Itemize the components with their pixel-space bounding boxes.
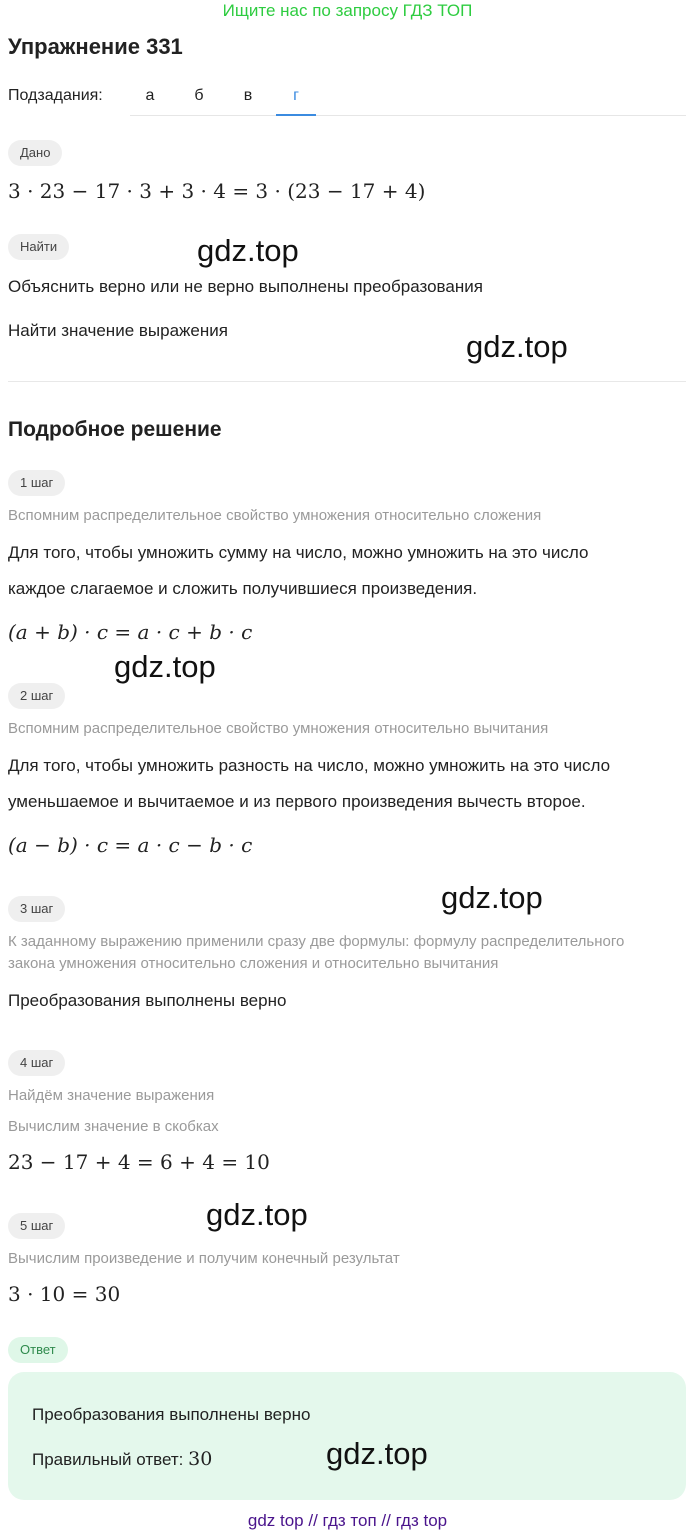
watermark: gdz.top (326, 1436, 428, 1471)
footer-separator: // (381, 1511, 391, 1530)
answer-line-1: Преобразования выполнены верно (32, 1405, 311, 1424)
step-3-badge: 3 шаг (8, 896, 65, 922)
find-line-2: Найти значение выражения (8, 321, 228, 340)
search-promo-link[interactable]: Ищите нас по запросу ГДЗ ТОП (222, 1, 473, 20)
step-2-badge: 2 шаг (8, 683, 65, 709)
given-expression: 3 · 23 − 17 · 3 + 3 · 4 = 3 · (23 − 17 + 4) (8, 179, 426, 203)
step-4-formula: 23 − 17 + 4 = 6 + 4 = 10 (8, 1150, 270, 1174)
find-line-1: Объяснить верно или не верно выполнены преобразования (8, 277, 483, 296)
step-3-hint-2: закона умножения относительно сложения и относительно вычитания (8, 955, 499, 972)
step-3-text: Преобразования выполнены верно (8, 991, 287, 1010)
step-1-text-1: Для того, чтобы умножить сумму на число, можно умножить на это число (8, 543, 589, 562)
watermark: gdz.top (206, 1197, 308, 1232)
answer-label: Правильный ответ: (32, 1450, 184, 1469)
step-1-formula: (a + b) · c = a · c + b · c (8, 620, 253, 644)
tab-a[interactable]: а (145, 87, 155, 104)
solution-title: Подробное решение (8, 418, 222, 441)
step-3-hint-1: К заданному выражению применили сразу две формулы: формулу распределительного (8, 933, 625, 950)
footer-separator: // (308, 1511, 318, 1530)
step-5-formula: 3 · 10 = 30 (8, 1282, 121, 1306)
step-1-text-2: каждое слагаемое и сложить получившиеся произведения. (8, 579, 478, 598)
watermark: gdz.top (466, 329, 568, 364)
watermark: gdz.top (441, 880, 543, 915)
footer-links (0, 1511, 695, 1531)
section-divider (8, 381, 686, 382)
step-1-badge: 1 шаг (8, 470, 65, 496)
footer-link-2[interactable]: гдз топ (322, 1511, 377, 1530)
step-4-badge: 4 шаг (8, 1050, 65, 1076)
answer-badge: Ответ (8, 1337, 68, 1363)
subtasks-label: Подзадания: (8, 87, 103, 104)
given-badge: Дано (8, 140, 62, 166)
step-1-hint: Вспомним распределительное свойство умножения относительно сложения (8, 507, 542, 524)
step-2-text-1: Для того, чтобы умножить разность на число, можно умножить на это число (8, 756, 611, 775)
step-2-formula: (a − b) · c = a · c − b · c (8, 833, 253, 857)
answer-line-2 (32, 1448, 212, 1470)
step-2-hint: Вспомним распределительное свойство умножения относительно вычитания (8, 720, 549, 737)
watermark: gdz.top (114, 649, 216, 684)
step-2-text-2: уменьшаемое и вычитаемое и из первого произведения вычесть второе. (8, 792, 586, 811)
footer-link-3[interactable]: гдз top (395, 1511, 448, 1530)
find-badge: Найти (8, 234, 69, 260)
subtask-tabs (130, 78, 686, 116)
step-4-hint-2: Вычислим значение в скобках (8, 1118, 219, 1135)
step-4-hint-1: Найдём значение выражения (8, 1087, 215, 1104)
page-title: Упражнение 331 (8, 34, 183, 59)
tab-v[interactable]: в (243, 87, 253, 104)
step-5-hint: Вычислим произведение и получим конечный результат (8, 1250, 400, 1267)
footer-link-1[interactable]: gdz top (247, 1511, 304, 1530)
tab-b[interactable]: б (194, 87, 204, 104)
step-5-badge: 5 шаг (8, 1213, 65, 1239)
watermark: gdz.top (197, 233, 299, 268)
tab-g[interactable]: г (276, 78, 316, 116)
answer-value: 30 (188, 1448, 213, 1470)
